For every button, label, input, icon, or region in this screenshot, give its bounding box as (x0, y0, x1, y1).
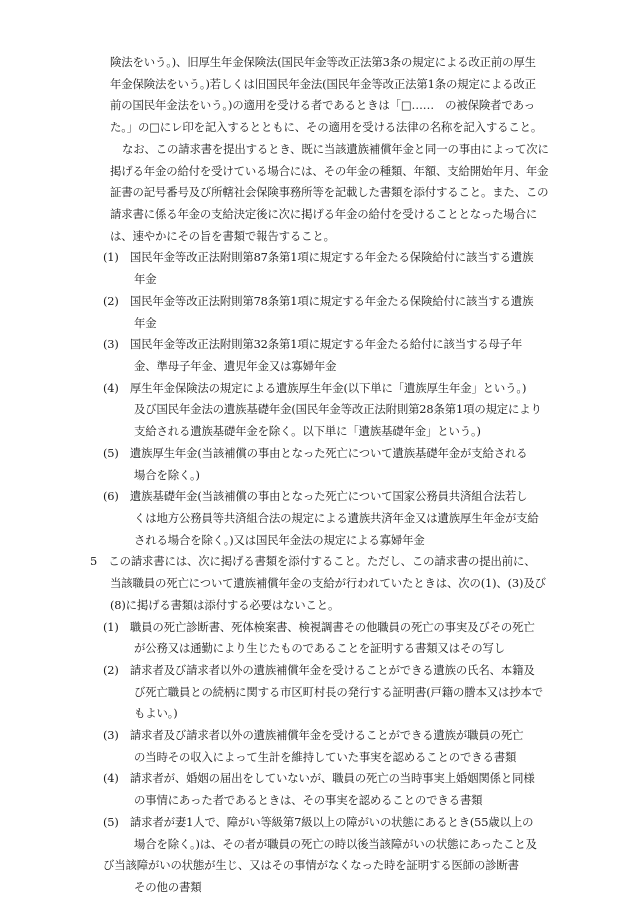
text-line: 前の国民年金法をいう。)の適用を受ける者であるときは「□…… の被保険者であっ (110, 98, 535, 113)
text-line: 険法をいう。)、旧厚生年金保険法(国民年金等改正法第3条の規定による改正前の厚生 (110, 55, 536, 69)
text-line: 請求書に係る年金の支給決定後に次に掲げる年金の給付を受けることとなった場合に (110, 207, 538, 221)
list-item: (5) 請求者が妻1人で、障がい等級第7級以上の障がいの状態にあるとき(55歳以上の (103, 814, 534, 829)
text-line: び死亡職員との続柄に関する市区町村長の発行する証明書(戸籍の謄本又は抄本で (134, 684, 543, 699)
text-line: 証書の記号番号及び所轄社会保険事務所等を記載した書類を添付すること。また、この (110, 185, 549, 200)
text-line: び当該障がいの状態が生じ、又はその事情がなくなった時を証明する医師の診断書 (103, 858, 519, 873)
text-line: 年金保険法をいう。)若しくは旧国民年金法(国民年金等改正法第1条の規定による改正 (110, 76, 536, 91)
text-line: なお、この請求書を提出するとき、既に当該遺族補償年金と同一の事由によって次に (122, 141, 549, 156)
text-line: 支給される遺族基礎年金を除く。以下単に「遺族基礎年金」という。) (134, 424, 481, 439)
list-item: (3) 請求者及び請求者以外の遺族補償年金を受けることができる遺族が職員の死亡 (103, 728, 524, 742)
text-line: 金、準母子年金、遺児年金又は寡婦年金 (134, 358, 337, 373)
list-item: (1) 職員の死亡診断書、死体検案書、検視調書その他職員の死亡の事実及びその死亡 (103, 619, 535, 634)
text-line: その他の書類 (134, 880, 202, 894)
text-line: 場合を除く。)は、その者が職員の死亡の時以後当該障がいの状態にあったこと及 (134, 836, 537, 851)
list-item: (5) 遺族厚生年金(当該補償の事由となった死亡について遺族基礎年金が支給される (103, 445, 528, 460)
text-line: 及び国民年金法の遺族基礎年金(国民年金等改正法附則第28条第1項の規定により (134, 402, 542, 417)
text-line: た。」の□にレ印を記入するとともに、その適用を受ける法律の名称を記入すること。 (110, 120, 543, 135)
list-item: (3) 国民年金等改正法附則第32条第1項に規定する年金たる給付に該当する母子年 (103, 337, 523, 352)
text-line: (8)に掲げる書類は添付する必要はないこと。 (110, 597, 340, 612)
list-item: (4) 厚生年金保険法の規定による遺族厚生年金(以下単に「遺族厚生年金」という。) (103, 380, 527, 395)
text-line: 年金 (134, 315, 157, 330)
list-item: (4) 請求者が、婚姻の届出をしていないが、職員の死亡の当時事実上婚姻関係と同様 (103, 771, 535, 786)
list-item: (1) 国民年金等改正法附則第87条第1項に規定する年金たる保険給付に該当する遺族 (103, 250, 534, 265)
text-line: される場合を除く。)又は国民年金法の規定による寡婦年金 (134, 532, 425, 547)
text-line: は、速やかにその旨を書類で報告すること。 (110, 228, 335, 243)
text-line: 掲げる年金の給付を受けている場合には、その年金の種類、年額、支給開始年月、年金 (110, 163, 549, 178)
list-item: (6) 遺族基礎年金(当該補償の事由となった死亡について国家公務員共済組合法若し (103, 489, 528, 504)
text-line: くは地方公務員等共済組合法の規定による遺族共済年金又は遺族厚生年金が支給 (134, 510, 539, 525)
text-line: の事情にあった者であるときは、その事実を認めることのできる書類 (134, 793, 483, 808)
text-line: 場合を除く。) (134, 467, 200, 482)
section-heading: 5 この請求書には、次に掲げる書類を添付すること。ただし、この請求書の提出前に、 (90, 554, 536, 569)
text-line: 当該職員の死亡について遺族補償年金の支給が行われていたときは、次の(1)、(3)及び (110, 576, 546, 591)
text-line: 年金 (134, 272, 157, 287)
text-line: が公務又は通勤により生じたものであることを証明する書類又はその写し (134, 641, 505, 656)
list-item: (2) 請求者及び請求者以外の遺族補償年金を受けることができる遺族の氏名、本籍及 (103, 662, 535, 677)
list-item: (2) 国民年金等改正法附則第78条第1項に規定する年金たる保険給付に該当する遺族 (103, 293, 534, 308)
text-line: の当時その収入によって生計を維持していた事実を認めることのできる書類 (134, 749, 517, 764)
text-line: もよい。) (134, 706, 178, 721)
